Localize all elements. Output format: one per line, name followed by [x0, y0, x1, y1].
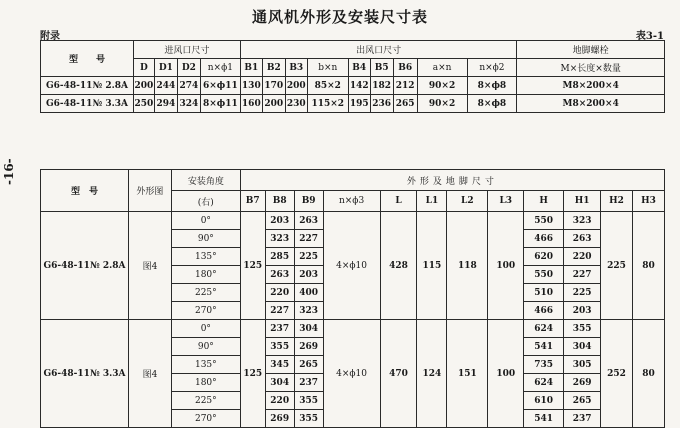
- angle-cell: 225°: [171, 392, 240, 410]
- b9-cell: 225: [294, 248, 323, 266]
- b9-cell: 400: [294, 284, 323, 302]
- h-cell: 510: [524, 284, 564, 302]
- model-header: 型 号: [41, 170, 129, 212]
- table-cell: 265: [393, 95, 417, 113]
- h3-cell: 80: [632, 212, 664, 320]
- col-header: a×n: [417, 59, 467, 77]
- h1-cell: 263: [564, 230, 601, 248]
- table-cell: 200: [262, 95, 285, 113]
- h1-cell: 265: [564, 392, 601, 410]
- table-cell: 6×ϕ11: [200, 77, 240, 95]
- b9-cell: 237: [294, 374, 323, 392]
- b8-cell: 345: [265, 356, 294, 374]
- col-header: L3: [488, 191, 524, 212]
- b9-cell: 323: [294, 302, 323, 320]
- h2-cell: 252: [601, 320, 633, 428]
- table-cell: 90×2: [417, 95, 467, 113]
- inlet-outlet-table: [40, 40, 665, 113]
- table-cell: 8×ϕ8: [467, 95, 517, 113]
- angle-cell: 180°: [171, 266, 240, 284]
- h1-cell: 227: [564, 266, 601, 284]
- n-phi3-cell: 4×ϕ10: [323, 320, 380, 428]
- h1-cell: 220: [564, 248, 601, 266]
- angle-cell: 0°: [171, 212, 240, 230]
- l3-cell: 100: [488, 212, 524, 320]
- table-cell: 294: [154, 95, 177, 113]
- h2-cell: 225: [601, 212, 633, 320]
- table-cell: 8×ϕ11: [200, 95, 240, 113]
- h1-cell: 323: [564, 212, 601, 230]
- b8-cell: 237: [265, 320, 294, 338]
- col-header: B6: [393, 59, 417, 77]
- b9-cell: 355: [294, 392, 323, 410]
- table-cell: 200: [133, 77, 154, 95]
- angle-header-sub: (右): [171, 191, 240, 212]
- l1-cell: 124: [417, 320, 447, 428]
- col-header: D2: [177, 59, 200, 77]
- shape-header: 外形图: [128, 170, 171, 212]
- angle-cell: 270°: [171, 302, 240, 320]
- h1-cell: 225: [564, 284, 601, 302]
- col-header: B4: [348, 59, 370, 77]
- table-cell: 324: [177, 95, 200, 113]
- h-cell: 466: [524, 302, 564, 320]
- b8-cell: 355: [265, 338, 294, 356]
- h-cell: 541: [524, 338, 564, 356]
- inlet-header: 进风口尺寸: [133, 41, 240, 59]
- table-number: 表3-1: [635, 31, 664, 42]
- col-header: M×长度×数量: [517, 59, 665, 77]
- model-header: 型 号: [41, 41, 134, 77]
- col-header: B7: [240, 191, 265, 212]
- b8-cell: 203: [265, 212, 294, 230]
- angle-cell: 135°: [171, 356, 240, 374]
- table-row: [41, 212, 665, 230]
- b9-cell: 265: [294, 356, 323, 374]
- h-cell: 550: [524, 266, 564, 284]
- angle-cell: 90°: [171, 230, 240, 248]
- table-cell: 160: [240, 95, 262, 113]
- model-cell: G6-48-11№ 3.3A: [41, 95, 134, 113]
- shape-cell: 图4: [128, 212, 171, 320]
- col-header: B3: [285, 59, 307, 77]
- page-number: -16-: [2, 158, 16, 185]
- h1-cell: 237: [564, 410, 601, 428]
- h-cell: 610: [524, 392, 564, 410]
- shape-cell: 图4: [128, 320, 171, 428]
- model-cell: G6-48-11№ 3.3A: [41, 320, 129, 428]
- col-header: H1: [564, 191, 601, 212]
- appendix-label: 附录: [40, 31, 60, 42]
- outline-dimensions-table: [40, 169, 665, 428]
- n-phi3-cell: 4×ϕ10: [323, 212, 380, 320]
- table-cell: 130: [240, 77, 262, 95]
- b8-cell: 263: [265, 266, 294, 284]
- col-header: H2: [601, 191, 633, 212]
- table-cell: 170: [262, 77, 285, 95]
- angle-cell: 135°: [171, 248, 240, 266]
- table-cell: 250: [133, 95, 154, 113]
- model-cell: G6-48-11№ 2.8A: [41, 212, 129, 320]
- h-cell: 541: [524, 410, 564, 428]
- table-row: [41, 95, 665, 113]
- h1-cell: 355: [564, 320, 601, 338]
- angle-cell: 0°: [171, 320, 240, 338]
- l-cell: 470: [380, 320, 417, 428]
- b9-cell: 269: [294, 338, 323, 356]
- col-header: n×ϕ1: [200, 59, 240, 77]
- table-row: [41, 320, 665, 338]
- l2-cell: 151: [447, 320, 488, 428]
- h-cell: 624: [524, 320, 564, 338]
- col-header: n×ϕ2: [467, 59, 517, 77]
- col-header: H: [524, 191, 564, 212]
- col-header: L2: [447, 191, 488, 212]
- b9-cell: 203: [294, 266, 323, 284]
- h1-cell: 305: [564, 356, 601, 374]
- table-cell: 142: [348, 77, 370, 95]
- page-title: 通风机外形及安装尺寸表: [251, 8, 428, 26]
- angle-cell: 225°: [171, 284, 240, 302]
- h-cell: 624: [524, 374, 564, 392]
- angle-header: 安装角度: [171, 170, 240, 191]
- col-header: B9: [294, 191, 323, 212]
- model-cell: G6-48-11№ 2.8A: [41, 77, 134, 95]
- dims-header: 外形及地脚尺寸: [240, 170, 664, 191]
- h1-cell: 269: [564, 374, 601, 392]
- h-cell: 735: [524, 356, 564, 374]
- col-header: b×n: [307, 59, 348, 77]
- angle-cell: 180°: [171, 374, 240, 392]
- table-cell: 274: [177, 77, 200, 95]
- table-cell: 200: [285, 77, 307, 95]
- b8-cell: 323: [265, 230, 294, 248]
- h1-cell: 203: [564, 302, 601, 320]
- table-cell: 90×2: [417, 77, 467, 95]
- h1-cell: 304: [564, 338, 601, 356]
- col-header: L: [380, 191, 417, 212]
- b8-cell: 220: [265, 284, 294, 302]
- b9-cell: 263: [294, 212, 323, 230]
- b7-cell: 125: [240, 212, 265, 320]
- col-header: B8: [265, 191, 294, 212]
- l3-cell: 100: [488, 320, 524, 428]
- table-cell: 236: [370, 95, 393, 113]
- table-cell: 244: [154, 77, 177, 95]
- table-cell: 230: [285, 95, 307, 113]
- b8-cell: 227: [265, 302, 294, 320]
- table-row: [41, 77, 665, 95]
- col-header: B5: [370, 59, 393, 77]
- angle-cell: 270°: [171, 410, 240, 428]
- b8-cell: 285: [265, 248, 294, 266]
- l-cell: 428: [380, 212, 417, 320]
- h-cell: 620: [524, 248, 564, 266]
- table-cell: 115×2: [307, 95, 348, 113]
- col-header: D1: [154, 59, 177, 77]
- table-cell: 212: [393, 77, 417, 95]
- h3-cell: 80: [632, 320, 664, 428]
- angle-cell: 90°: [171, 338, 240, 356]
- col-header: H3: [632, 191, 664, 212]
- table-cell: 195: [348, 95, 370, 113]
- table-cell: 182: [370, 77, 393, 95]
- h-cell: 550: [524, 212, 564, 230]
- table-cell: 8×ϕ8: [467, 77, 517, 95]
- b9-cell: 304: [294, 320, 323, 338]
- col-header: L1: [417, 191, 447, 212]
- b8-cell: 269: [265, 410, 294, 428]
- table-cell: M8×200×4: [517, 77, 665, 95]
- col-header: D: [133, 59, 154, 77]
- l2-cell: 118: [447, 212, 488, 320]
- col-header: n×ϕ3: [323, 191, 380, 212]
- outlet-header: 出风口尺寸: [240, 41, 517, 59]
- col-header: B1: [240, 59, 262, 77]
- b8-cell: 304: [265, 374, 294, 392]
- l1-cell: 115: [417, 212, 447, 320]
- b9-cell: 355: [294, 410, 323, 428]
- b7-cell: 125: [240, 320, 265, 428]
- bolt-header: 地脚螺栓: [517, 41, 665, 59]
- b8-cell: 220: [265, 392, 294, 410]
- b9-cell: 227: [294, 230, 323, 248]
- h-cell: 466: [524, 230, 564, 248]
- col-header: B2: [262, 59, 285, 77]
- table-cell: M8×200×4: [517, 95, 665, 113]
- table-cell: 85×2: [307, 77, 348, 95]
